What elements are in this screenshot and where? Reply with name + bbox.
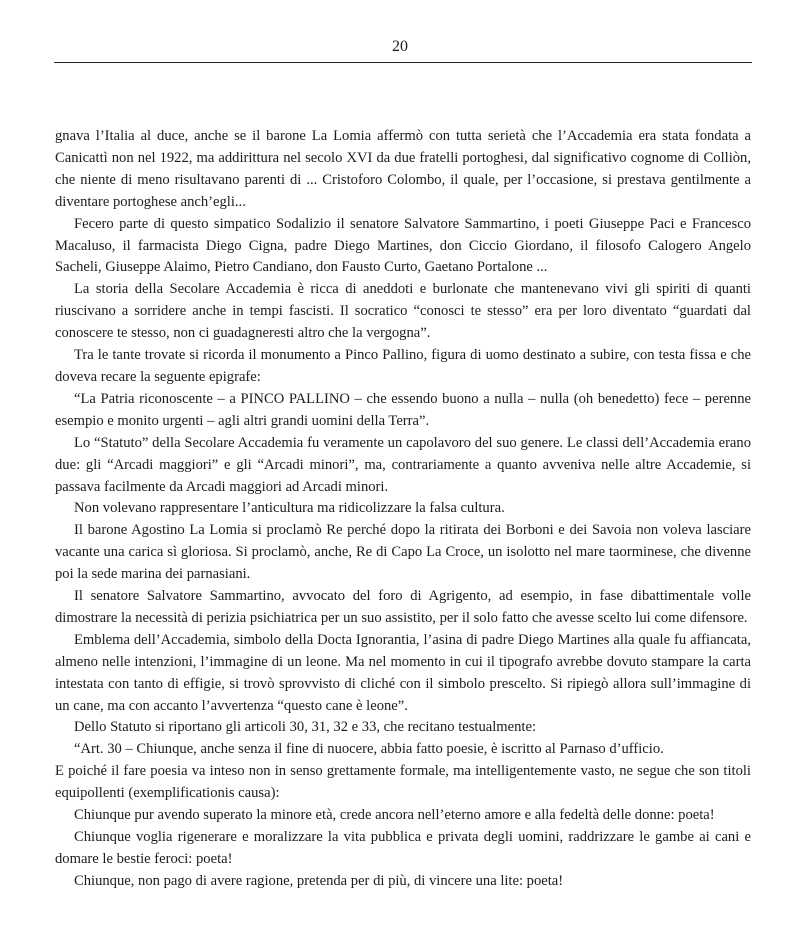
- paragraph-poeta-2: Chiunque voglia rigenerare e moralizzare la vita pubblica e privata degli uomini, raddrizzare le gambe ai cani e domare le bestie feroci: poeta!: [55, 829, 751, 867]
- paragraph-barone: Il barone Agostino La Lomia si proclamò Re perché dopo la ritirata dei Borboni e dei Savoia non voleva lasciare vacante una carica sì gloriosa. Si proclamò, anche, Re di Capo La Croce, un isolotto nel mare taorminese, che divenne poi la sede marina dei parnasiani.: [55, 522, 751, 583]
- page-number: 20: [392, 38, 408, 55]
- paragraph-continuation: gnava l’Italia al duce, anche se il barone La Lomia affermò con tutta serietà che l’Accademia era stata fondata a Canicattì non nel 1922, ma addirittura nel secolo XVI da due fratelli portoghesi, dal significativo cognome di Colliòn, che niente di meno risultavano parenti di ... Cristoforo Colombo, il quale, per l’occasione, si prestava gentilmente a diventare portoghese anch’egli...: [55, 128, 751, 210]
- paragraph-senatore: Il senatore Salvatore Sammartino, avvocato del foro di Agrigento, ad esempio, in fase dibattimentale volle dimostrare la necessità di perizia psichiatrica per un suo assistito, per il solo fatto che avesse scelto lui come difensore.: [55, 588, 751, 626]
- paragraph-members: Fecero parte di questo simpatico Sodalizio il senatore Salvatore Sammartino, i poeti Giuseppe Paci e Francesco Macaluso, il farmacista Diego Cigna, padre Diego Martines, don Ciccio Giordano, il filosofo Calogero Angelo Sacheli, Giuseppe Alaimo, Pietro Candiano, don Fausto Curto, Gaetano Portalone ...: [55, 215, 751, 276]
- paragraph-poesia: E poiché il fare poesia va inteso non in senso grettamente formale, ma intelligentemente vasto, ne segue che son titoli equipollenti (exemplificationis causa):: [55, 763, 751, 802]
- paragraph-poeta-1: Chiunque pur avendo superato la minore età, crede ancora nell’eterno amore e alla fedeltà delle donne: poeta!: [74, 807, 715, 824]
- paragraph-articoli-intro: Dello Statuto si riportano gli articoli 30, 31, 32 e 33, che recitano testualmente:: [74, 719, 537, 736]
- paragraph-statuto: Lo “Statuto” della Secolare Accademia fu veramente un capolavoro del suo genere. Le classi dell’Accademia erano due: gli “Arcadi maggiori” e gli “Arcadi minori”, ma, contrariamente a quanto avveniva nelle altre Accademie, si passava facilmente da Arcadi maggiori ad Arcadi minori.: [55, 434, 751, 495]
- paragraph-art-30: “Art. 30 – Chiunque, anche senza il fine di nuocere, abbia fatto poesie, è iscritto al Parnaso d’ufficio.: [74, 741, 664, 758]
- header-rule: [54, 62, 752, 63]
- paragraph-poeta-3: Chiunque, non pago di avere ragione, pretenda per di più, di vincere una lite: poeta!: [74, 872, 564, 889]
- paragraph-history: La storia della Secolare Accademia è ricca di aneddoti e burlonate che mantenevano vivi gli spiriti di quanti riuscivano a sorridere anche in tempi fascisti. Il socratico “conosci te stesso” era per loro diventato “guardati dal conoscere te stesso, non ci guadagneresti altro che la vergogna”.: [55, 281, 751, 342]
- paragraph-epigraph: “La Patria riconoscente – a PINCO PALLINO – che essendo buono a nulla – nulla (oh benedetto) fece – perenne esempio e monito urgenti – agli altri grandi uomini della Terra”.: [55, 390, 751, 429]
- paragraph-emblema: Emblema dell’Accademia, simbolo della Docta Ignorantia, l’asina di padre Diego Martines alla quale fu affiancata, almeno nelle intenzioni, l’immagine di un leone. Ma nel momento in cui il tipografo avrebbe dovuto stampare la carta intestata con tanto di effigie, si trovò sprovvisto di cliché con il simbolo prescelto. Si ripiegò allora sull’immagine di un cane, ma con accanto l’avvertenza “questo cane è leone”.: [55, 631, 751, 714]
- paragraph-anticultura: Non volevano rappresentare l’anticultura ma ridicolizzare la falsa cultura.: [74, 500, 505, 517]
- body-text: [55, 126, 751, 893]
- paragraph-pinco-pallino: Tra le tante trovate si ricorda il monumento a Pinco Pallino, figura di uomo destinato a subire, con testa fissa e che doveva recare la seguente epigrafe:: [55, 347, 751, 385]
